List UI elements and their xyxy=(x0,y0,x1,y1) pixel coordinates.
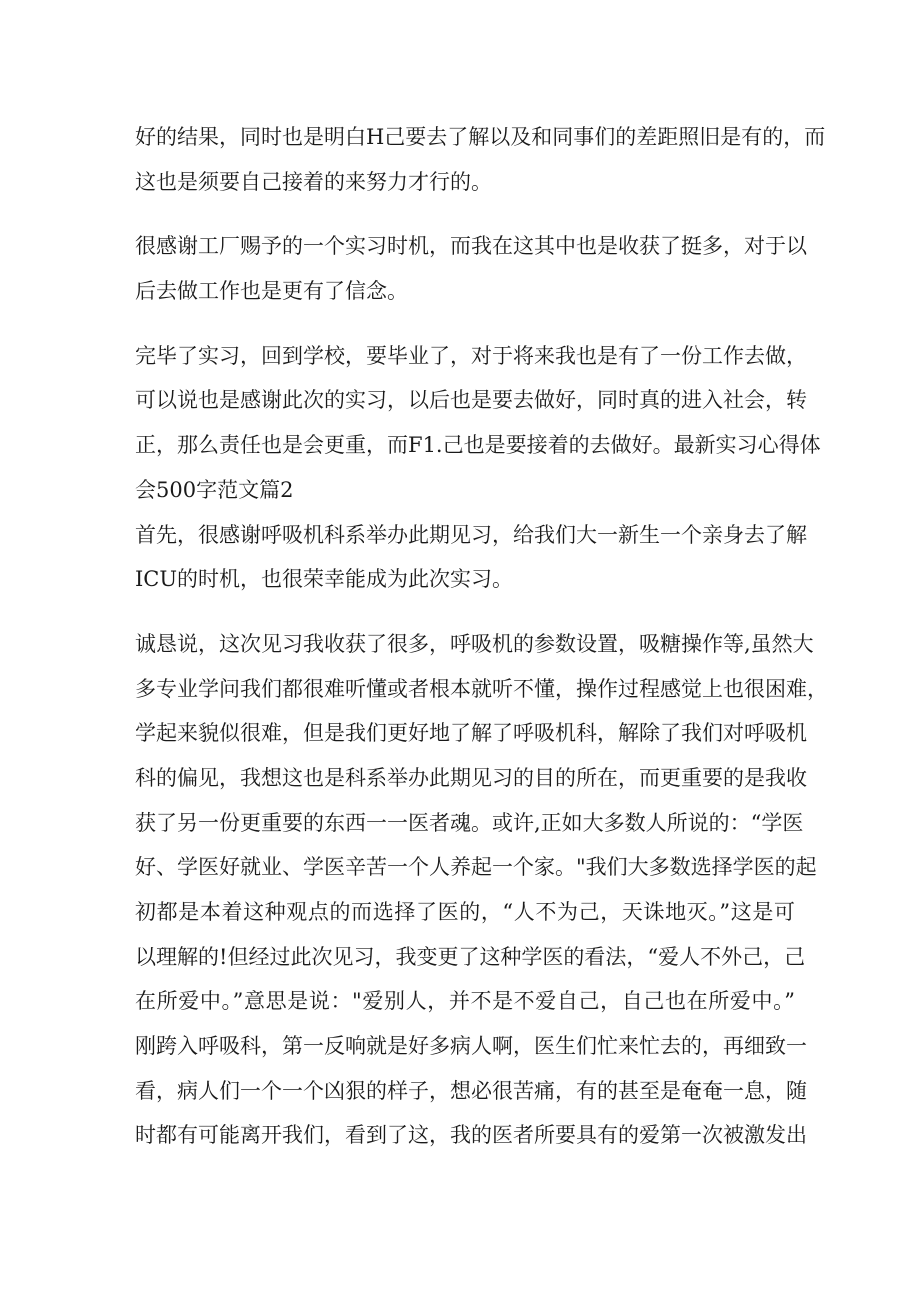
text-line: 诚恳说，这次见习我收获了很多，呼吸机的参数设置，吸糖操作等,虽然大 xyxy=(135,631,814,656)
text-line: 时都有可能离开我们，看到了这，我的医者所要具有的爱第一次被激发出 xyxy=(135,1123,807,1148)
text-line: 可以说也是感谢此次的实习，以后也是要去做好，同时真的进入社会，转 xyxy=(135,388,807,413)
paragraph xyxy=(135,513,807,602)
text-line: 初都是本着这种观点的而选择了医的，“人不为己，天诛地灭。”这是可 xyxy=(135,900,795,924)
text-line: 获了另一份更重要的东西一一医者魂。或许,正如大多数人所说的：“学医 xyxy=(135,810,804,835)
text-line: 科的偏见，我想这也是科系举办此期见习的目的所在，而更重要的是我收 xyxy=(135,765,807,790)
text-line: 很感谢工厂赐予的一个实习时机，而我在这其中也是收获了挺多，对于以 xyxy=(135,234,807,259)
text-line: 学起来貌似很难，但是我们更好地了解了呼吸机科，解除了我们对呼吸机 xyxy=(135,721,807,746)
text-line: 首先，很感谢呼吸机科系举办此期见习，给我们大一新生一个亲身去了解 xyxy=(135,522,807,547)
text-line: 正，那么责任也是会更重，而F1.己也是要接着的去做好。最新实习心得体 xyxy=(135,433,821,458)
text-line: 完毕了实习，回到学校，要毕业了，对于将来我也是有了一份工作去做， xyxy=(135,343,807,368)
text-line: 以理解的!但经过此次见习，我变更了这种学医的看法，“爱人不外己，己 xyxy=(135,944,806,969)
text-line: 看，病人们一个一个凶狠的样子，想必很苦痛，有的甚至是奄奄一息，随 xyxy=(135,1078,807,1103)
paragraph xyxy=(135,334,821,513)
text-line: 后去做工作也是更有了信念。 xyxy=(135,279,408,304)
paragraph xyxy=(135,224,807,313)
document-body xyxy=(135,115,828,1158)
text-line: 刚跨入呼吸科，第一反响就是好多病人啊，医生们忙来忙去的，再细致一 xyxy=(135,1034,807,1059)
text-line: 好、学医好就业、学医辛苦一个人养起一个家。"我们大多数选择学医的起 xyxy=(135,855,817,880)
text-line: 多专业学问我们都很难听懂或者根本就听不懂，操作过程感觉上也很困难， xyxy=(135,676,828,701)
text-line: 好的结果，同时也是明白H己要去了解以及和同事们的差距照旧是有的，而 xyxy=(135,125,826,149)
paragraph xyxy=(135,115,826,204)
text-line: 在所爱中。”意思是说："爱别人，并不是不爱自己，自己也在所爱中。” xyxy=(135,989,795,1014)
text-line: 这也是须要自己接着的来努力才行的。 xyxy=(135,169,492,194)
text-line: ICU的时机，也很荣幸能成为此次实习。 xyxy=(135,567,514,592)
text-line: 会500字范文篇2 xyxy=(135,477,294,502)
paragraph xyxy=(135,622,828,1158)
